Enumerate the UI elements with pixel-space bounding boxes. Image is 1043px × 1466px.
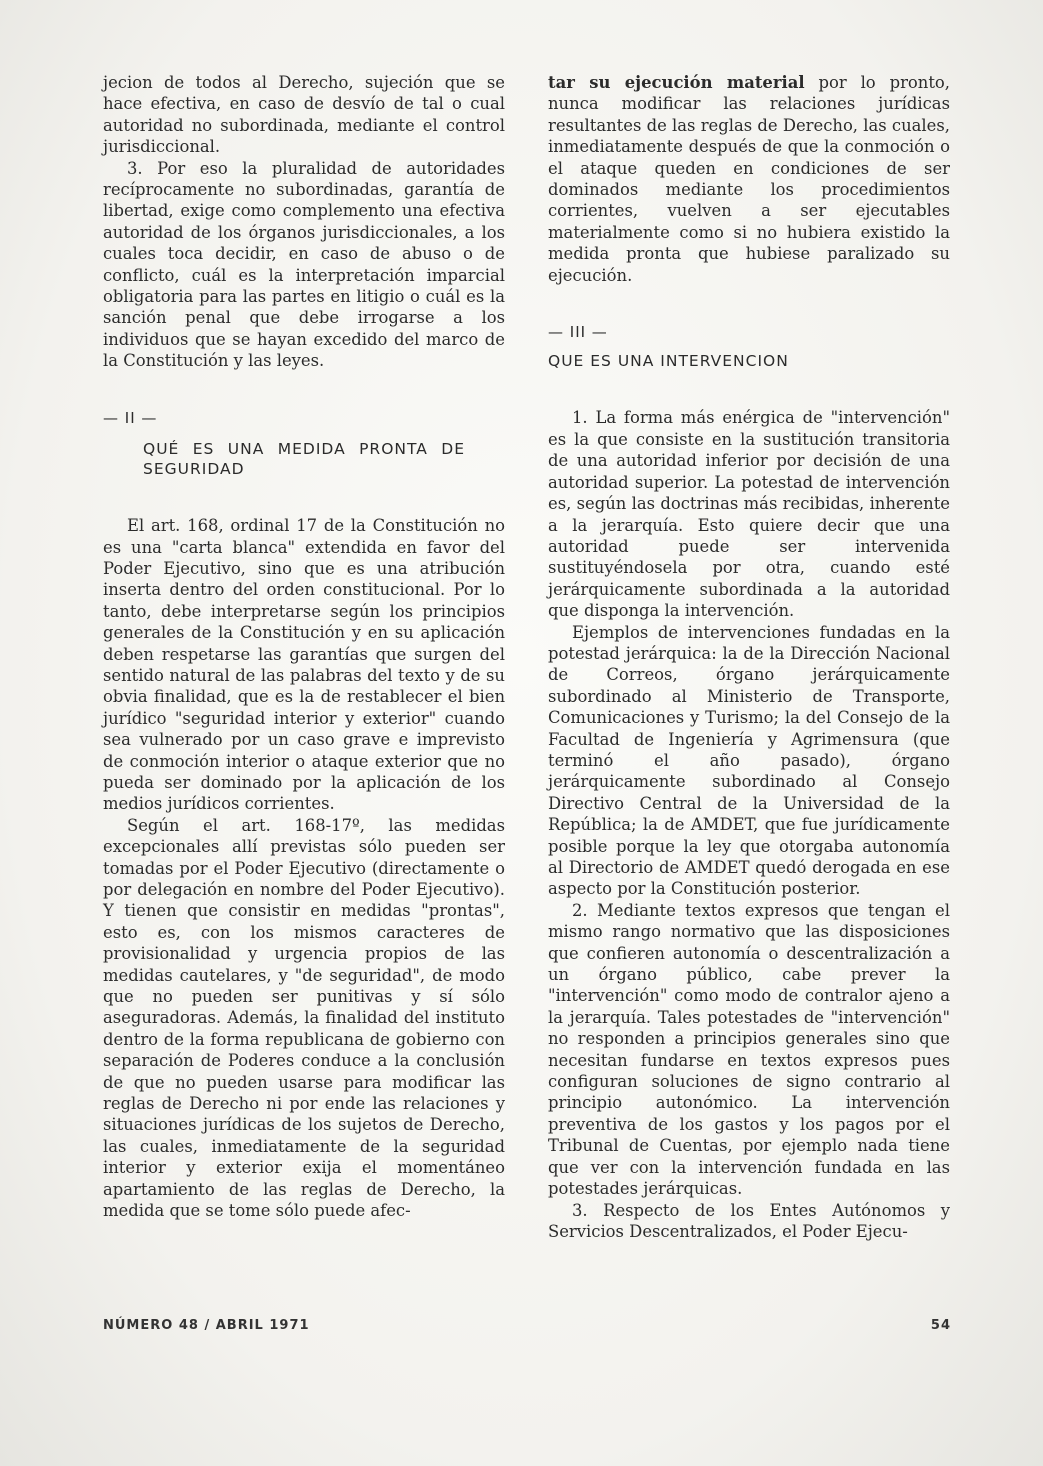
issue-label: NÚMERO 48 / ABRIL 1971 (103, 1318, 310, 1333)
paragraph: 3. Respecto de los Entes Autónomos y Servicios Descentralizados, el Poder Ejecu- (548, 1200, 950, 1241)
paragraph: 1. La forma más enérgica de "intervención" es la que consiste en la sustitución transitoria de una autoridad inferior por decisión de una autoridad superior. La potestad de intervención es, según las doctrinas más recibidas, inherente a la jerarquía. Esto quiere decir que una autoridad puede ser intervenida sustituyéndosela por otra, cuando esté jerárquicamente subordinada a la autoridad que disponga la intervención. (548, 408, 950, 621)
section-title: QUE ES UNA INTERVENCION (548, 352, 789, 371)
section-title: QUÉ ES UNA MEDIDA PRONTA DE SEGURIDAD (143, 440, 465, 479)
paragraph (548, 72, 950, 286)
page-number: 54 (930, 1318, 951, 1333)
section-number: — III — (548, 323, 608, 342)
right-column (548, 72, 950, 1242)
bold-text: tar su ejecución material (548, 73, 805, 92)
paragraph: 3. Por eso la pluralidad de autoridades recíprocamente no subordinadas, garantía de libertad, exige como complemento una efectiva autoridad de los órganos jurisdiccionales, a los cuales toca decidir, en caso de abuso o de conflicto, cuál es la interpretación imparcial obligatoria para las partes en litigio o cuál es la sanción penal que debe irrogarse a los individuos que se hayan excedido del marco de la Constitución y las leyes. (103, 158, 505, 371)
left-column (103, 72, 505, 1222)
paragraph: jecion de todos al Derecho, sujeción que se hace efectiva, en caso de desvío de tal o cual autoridad no subordinada, mediante el control jurisdiccional. (103, 73, 505, 157)
paragraph: El art. 168, ordinal 17 de la Constitución no es una "carta blanca" extendida en favor del Poder Ejecutivo, sino que es una atribución inserta dentro del orden constitucional. Por lo tanto, debe interpretarse según los principios generales de la Constitución y en su aplicación deben respetarse las garantías que surgen del sentido natural de las palabras del texto y de su obvia finalidad, que es la de restablecer el bien jurídico "seguridad interior y exterior" cuando sea vulnerado por un caso grave e imprevisto de conmoción interior o ataque exterior que no pueda ser dominado por la aplicación de los medios jurídicos corrientes. (103, 516, 505, 814)
section-number: — II — (103, 408, 158, 427)
paragraph: 2. Mediante textos expresos que tengan el mismo rango normativo que las disposiciones que confieren autonomía o descentralización a un órgano público, cabe prever la "intervención" como modo de contralor ajeno a la jerarquía. Tales potestades de "intervención" no responden a principios generales sino que necesitan fundarse en textos expresos pues configuran soluciones de signo contrario al principio autonómico. La intervención preventiva de los gastos y los pagos por el Tribunal de Cuentas, por ejemplo nada tiene que ver con la intervención fundada en las potestades jerárquicas. (548, 900, 950, 1199)
paragraph: Ejemplos de intervenciones fundadas en la potestad jerárquica: la de la Dirección Nacional de Correos, órgano jerárquicamente subordinado al Ministerio de Transporte, Comunicaciones y Turismo; la del Consejo de la Facultad de Ingeniería y Agrimensura (que terminó el año pasado), órgano jerárquicamente subordinado al Consejo Directivo Central de la Universidad de la República; la de AMDET, que fue jurídicamente posible porque la ley que otorgaba autonomía al Directorio de AMDET quedó derogada en ese aspecto por la Constitución posterior. (548, 622, 950, 899)
paragraph-text: por lo pronto, nunca modificar las relaciones jurídicas resultantes de las reglas de Derecho, las cuales, inmediatamente después de que la conmoción o el ataque queden en condiciones de ser dominados mediante los procedimientos corrientes, vuelven a ser ejecutables materialmente como si no hubiera existido la medida pronta que hubiese paralizado su ejecución. (548, 73, 950, 285)
paragraph: Según el art. 168-17º, las medidas excepcionales allí previstas sólo pueden ser tomadas por el Poder Ejecutivo (directamente o por delegación en nombre del Poder Ejecutivo). Y tienen que consistir en medidas "prontas", esto es, con los mismos caracteres de provisionalidad y urgencia propios de las medidas cautelares, y "de seguridad", de modo que no pueden ser punitivas y sí sólo aseguradoras. Además, la finalidad del instituto dentro de la forma republicana de gobierno con separación de Poderes conduce a la conclusión de que no pueden usarse para modificar las reglas de Derecho ni por ende las relaciones y situaciones jurídicas de los sujetos de Derecho, las cuales, inmediatamente de la seguridad interior y exterior exija el momentáneo apartamiento de las reglas de Derecho, la medida que se tome sólo puede afec- (103, 815, 505, 1221)
